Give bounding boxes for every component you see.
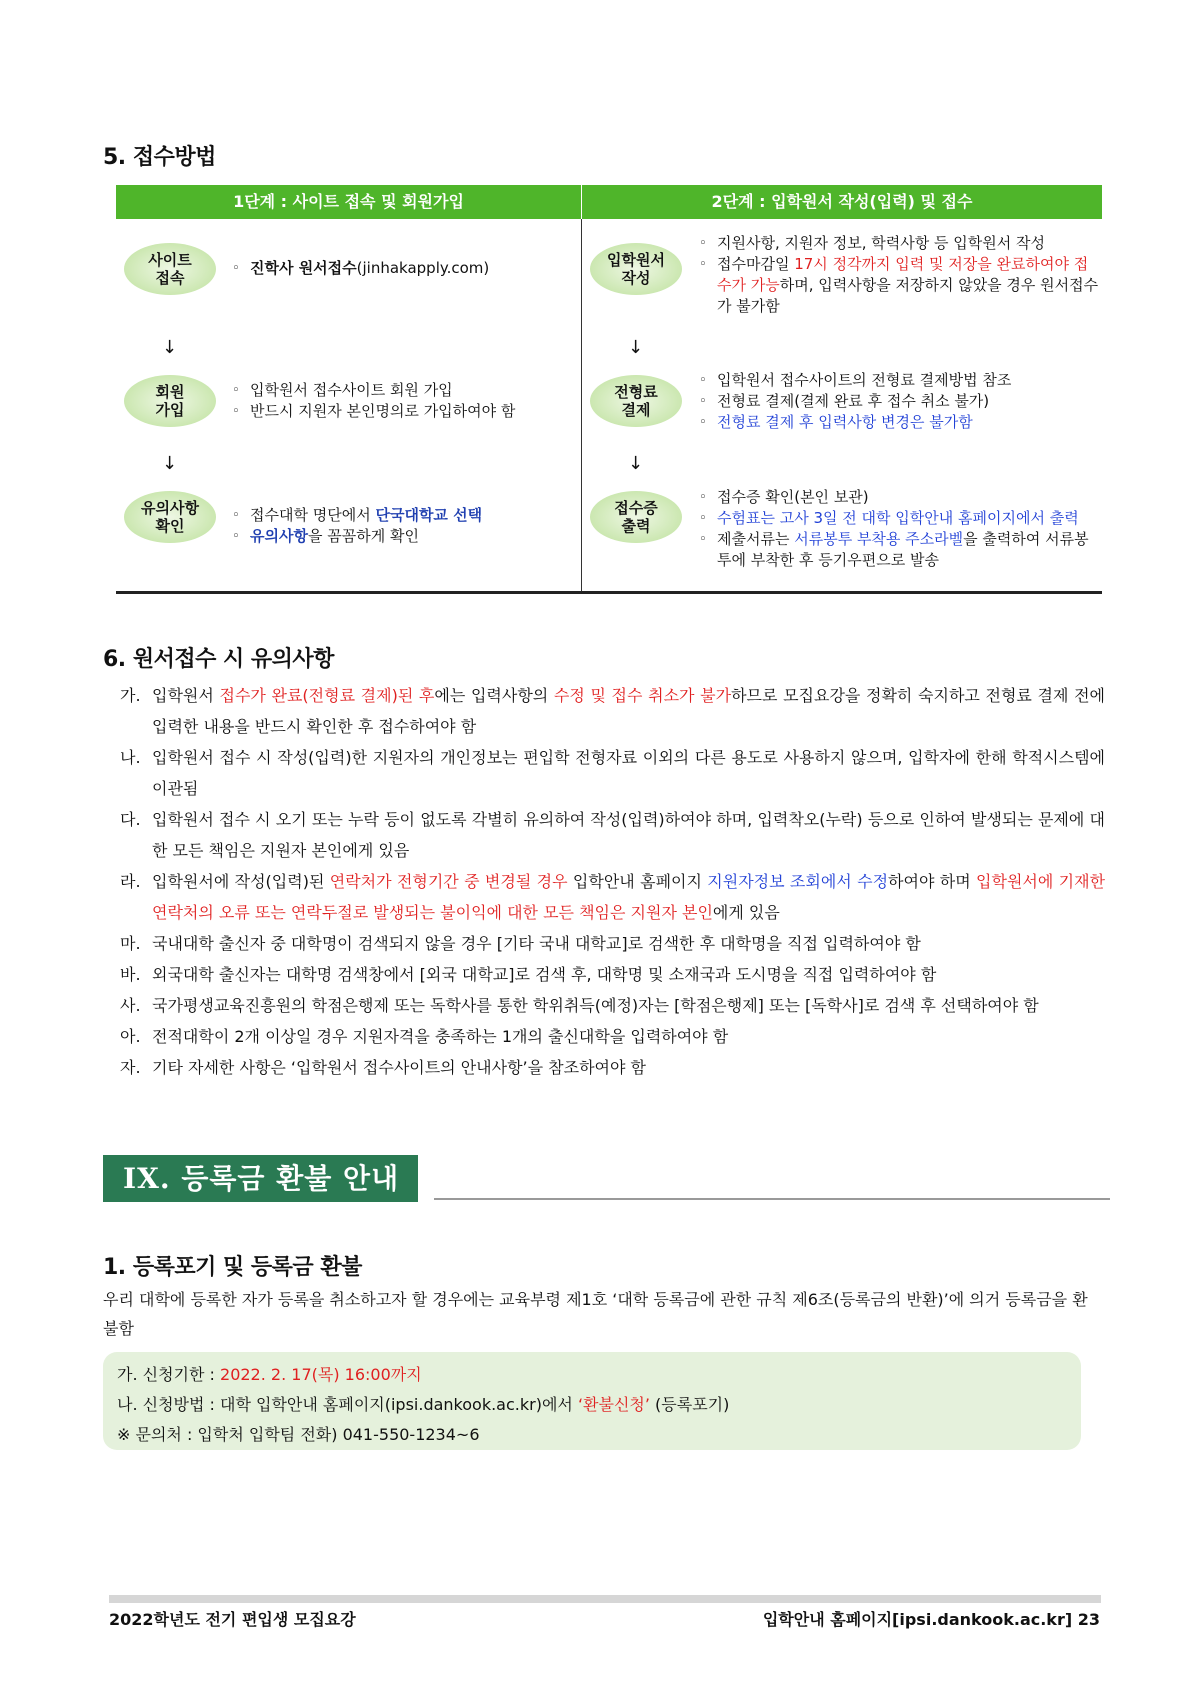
section-title-reception-method: 5. 접수방법 xyxy=(103,145,216,170)
bullet-item xyxy=(699,254,1099,317)
bullet-item xyxy=(699,508,1099,529)
text-run: (등록포기) xyxy=(649,1395,730,1414)
text-run: 연락처가 전형기간 중 변경될 경우 xyxy=(329,872,568,891)
precaution-item xyxy=(120,1052,1105,1083)
section-title-refund: 1. 등록포기 및 등록금 환불 xyxy=(103,1255,362,1280)
bullet-item xyxy=(699,529,1099,571)
text-run: 진학사 원서접수 xyxy=(250,259,357,277)
text-run: 단국대학교 선택 xyxy=(375,506,483,524)
text-run: 입학원서 접수사이트 회원 가입 xyxy=(250,381,453,399)
steps-table-header xyxy=(116,185,1102,219)
refund-info-line xyxy=(117,1420,729,1450)
text-run: 지원자정보 조회에서 수정 xyxy=(707,872,889,891)
text-run: 을 출력하여 서류봉투에 부착한 후 등기우편으로 발송 xyxy=(717,530,1089,569)
steps-table xyxy=(116,185,1102,594)
precaution-item xyxy=(120,742,1105,804)
text-run: 을 꼼꼼하게 확인 xyxy=(307,527,419,545)
precaution-item xyxy=(120,990,1105,1021)
text-run: 하여야 하며 xyxy=(888,872,977,891)
list-marker: 자. xyxy=(120,1058,141,1077)
text-run: 수험표는 고사 3일 전 대학 입학안내 홈페이지에서 출력 xyxy=(717,509,1079,527)
list-marker: 나. xyxy=(120,748,141,767)
text-run: 나. 신청방법 : 대학 입학안내 홈페이지(ipsi.dankook.ac.kr)에서 xyxy=(117,1395,578,1414)
text-run: 수정 및 접수 취소가 불가 xyxy=(553,686,732,705)
text-run: 유의사항 xyxy=(250,527,308,545)
footer-bar xyxy=(109,1595,1101,1603)
list-marker: 마. xyxy=(120,934,141,953)
refund-info-line xyxy=(117,1390,729,1420)
step-oval-application: 입학원서 작성 xyxy=(590,243,682,295)
text-run: 에게 있음 xyxy=(712,903,780,922)
bullet-item xyxy=(232,401,572,422)
bullet-item xyxy=(699,233,1099,254)
precaution-item xyxy=(120,1021,1105,1052)
step-fee-payment-items xyxy=(699,370,1099,433)
text-run: ‘환불신청’ xyxy=(577,1395,650,1414)
text-run: 접수증 확인(본인 보관) xyxy=(717,488,869,506)
text-run: 입학원서 접수 시 오기 또는 누락 등이 없도록 각별히 유의하여 작성(입력)하여야 하며, 입력착오(누락) 등으로 인하여 발생되는 문제에 대한 모든 책임은 지원자 본인에게 있음 xyxy=(152,810,1105,860)
step2-header: 2단계 : 입학원서 작성(입력) 및 접수 xyxy=(711,192,973,211)
bullet-item xyxy=(232,505,572,526)
footer-doc-title: 2022학년도 전기 편입생 모집요강 xyxy=(109,1610,356,1629)
refund-paragraph: 우리 대학에 등록한 자가 등록을 취소하고자 할 경우에는 교육부령 제1호 ‘대학 등록금에 관한 규칙 제6조(등록금의 반환)’에 의거 등록금을 환불함 xyxy=(103,1290,1088,1338)
refund-info-box xyxy=(103,1352,1081,1450)
bullet-item xyxy=(232,526,572,547)
text-run: 전형료 결제(결제 완료 후 접수 취소 불가) xyxy=(717,392,990,410)
text-run: 입학원서에 작성(입력)된 xyxy=(152,872,330,891)
chapter-divider xyxy=(434,1198,1110,1200)
list-marker: 라. xyxy=(120,872,141,891)
step-oval-site-access: 사이트 접속 xyxy=(124,243,216,295)
step-signup-items xyxy=(232,380,572,422)
text-run: 전적대학이 2개 이상일 경우 지원자격을 충족하는 1개의 출신대학을 입력하여야 함 xyxy=(152,1027,729,1046)
text-run: 가. 신청기한 : xyxy=(117,1365,221,1384)
down-arrow-icon: ↓ xyxy=(628,337,644,358)
text-run: 국가평생교육진흥원의 학점은행제 또는 독학사를 통한 학위취득(예정)자는 [학점은행제] 또는 [독학사]로 검색 후 선택하여야 함 xyxy=(152,996,1039,1015)
text-run: (jinhakapply.com) xyxy=(356,259,490,277)
bullet-item xyxy=(232,258,562,279)
down-arrow-icon: ↓ xyxy=(162,337,178,358)
precaution-item xyxy=(120,866,1105,928)
text-run: 제출서류는 xyxy=(717,530,795,548)
precautions-list xyxy=(120,680,1105,1083)
precaution-item xyxy=(120,804,1105,866)
bullet-item xyxy=(699,370,1099,391)
footer-homepage-page: 입학안내 홈페이지[ipsi.dankook.ac.kr] 23 xyxy=(762,1610,1100,1629)
text-run: 지원사항, 지원자 정보, 학력사항 등 입학원서 작성 xyxy=(717,234,1045,252)
step-oval-print-receipt: 접수증 출력 xyxy=(590,491,682,543)
text-run: 반드시 지원자 본인명의로 가입하여야 함 xyxy=(250,402,516,420)
precaution-item xyxy=(120,680,1105,742)
text-run: 입학원서에 기재한 연락처의 오류 또는 연락두절로 발생되는 불이익에 대한 모든 책임은 지원자 본인 xyxy=(152,872,1106,922)
text-run: 입학안내 홈페이지 xyxy=(567,872,708,891)
step-print-receipt-items xyxy=(699,487,1099,571)
bullet-item xyxy=(699,412,1099,433)
step-oval-signup: 회원 가입 xyxy=(124,375,216,427)
text-run: 17시 정각까지 입력 및 저장을 완료하여야 접수가 가능 xyxy=(717,255,1089,294)
precaution-item xyxy=(120,959,1105,990)
text-run: 하며, 입력사항을 저장하지 않았을 경우 원서접수가 불가함 xyxy=(717,276,1099,315)
bullet-item xyxy=(699,487,1099,508)
text-run: 서류봉투 부착용 주소라벨 xyxy=(794,530,964,548)
text-run: 하므로 모집요강을 정확히 숙지하고 전형료 결제 전에 입력한 내용을 반드시 확인한 후 접수하여야 함 xyxy=(152,686,1105,736)
list-marker: 다. xyxy=(120,810,141,829)
step-oval-fee-payment: 전형료 결제 xyxy=(590,375,682,427)
text-run: 기타 자세한 사항은 ‘입학원서 접수사이트의 안내사항’을 참조하여야 함 xyxy=(152,1058,646,1077)
list-marker: 사. xyxy=(120,996,141,1015)
refund-info-lines xyxy=(117,1360,729,1450)
text-run: 입학원서 xyxy=(152,686,220,705)
text-run: 접수가 완료(전형료 결제)된 후 xyxy=(219,686,435,705)
step-application-items xyxy=(699,233,1099,317)
text-run: 입학원서 접수 시 작성(입력)한 지원자의 개인정보는 편입학 전형자료 이외의 다른 용도로 사용하지 않으며, 입학자에 한해 학적시스템에 이관됨 xyxy=(152,748,1105,798)
text-run: ※ 문의처 : 입학처 입학팀 전화) 041-550-1234~6 xyxy=(117,1425,480,1444)
precaution-item xyxy=(120,928,1105,959)
text-run: 에는 입력사항의 xyxy=(434,686,554,705)
step-check-notes-items xyxy=(232,505,572,547)
list-marker: 바. xyxy=(120,965,141,984)
bullet-item xyxy=(699,391,1099,412)
text-run: 2022. 2. 17(목) 16:00까지 xyxy=(220,1365,422,1384)
column-divider xyxy=(581,219,582,591)
list-marker: 아. xyxy=(120,1027,141,1046)
text-run: 입학원서 접수사이트의 전형료 결제방법 참조 xyxy=(717,371,1012,389)
down-arrow-icon: ↓ xyxy=(162,453,178,474)
step-oval-check-notes: 유의사항 확인 xyxy=(124,491,216,543)
chapter-title: IX. 등록금 환불 안내 xyxy=(103,1155,418,1202)
text-run: 접수대학 명단에서 xyxy=(250,506,376,524)
bullet-item xyxy=(232,380,572,401)
down-arrow-icon: ↓ xyxy=(628,453,644,474)
text-run: 접수마감일 xyxy=(717,255,795,273)
section-title-precautions: 6. 원서접수 시 유의사항 xyxy=(103,647,334,672)
text-run: 국내대학 출신자 중 대학명이 검색되지 않을 경우 [기타 국내 대학교]로 검색한 후 대학명을 직접 입력하여야 함 xyxy=(152,934,921,953)
text-run: 외국대학 출신자는 대학명 검색창에서 [외국 대학교]로 검색 후, 대학명 및 소재국과 도시명을 직접 입력하여야 함 xyxy=(152,965,937,984)
step1-header: 1단계 : 사이트 접속 및 회원가입 xyxy=(233,192,464,211)
step-site-access-items xyxy=(232,258,562,279)
refund-info-line xyxy=(117,1360,729,1390)
list-marker: 가. xyxy=(120,686,141,705)
text-run: 전형료 결제 후 입력사항 변경은 불가함 xyxy=(717,413,973,431)
